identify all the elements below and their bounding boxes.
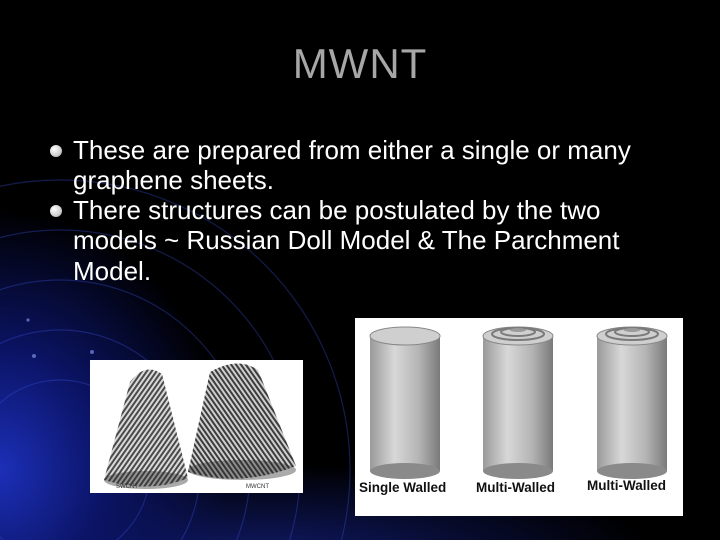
bullet-item: [50, 195, 690, 285]
mwcnt-caption: MWCNT: [246, 484, 269, 490]
multi-walled-label: Multi-Walled: [476, 480, 555, 495]
slide-title: MWNT: [292, 40, 428, 87]
bullet-text: These are prepared from either a single or many graphene sheets.: [73, 135, 631, 196]
swcnt-caption: SWCNT: [116, 484, 138, 490]
bullet-item: [50, 135, 690, 195]
single-walled-label: Single Walled: [359, 480, 447, 495]
nanotube-figure: [90, 360, 303, 493]
bullet-list: [50, 135, 690, 286]
bullet-dot-icon: [50, 205, 62, 217]
bullet-dot-icon: [50, 145, 62, 157]
multi-walled-label: Multi-Walled: [587, 478, 666, 493]
walled-cylinders-figure: [355, 318, 683, 516]
bullet-text: There structures can be postulated by the two models ~ Russian Doll Model & The Parchment Model.: [73, 195, 620, 286]
nanotube-illustration: [90, 360, 303, 493]
